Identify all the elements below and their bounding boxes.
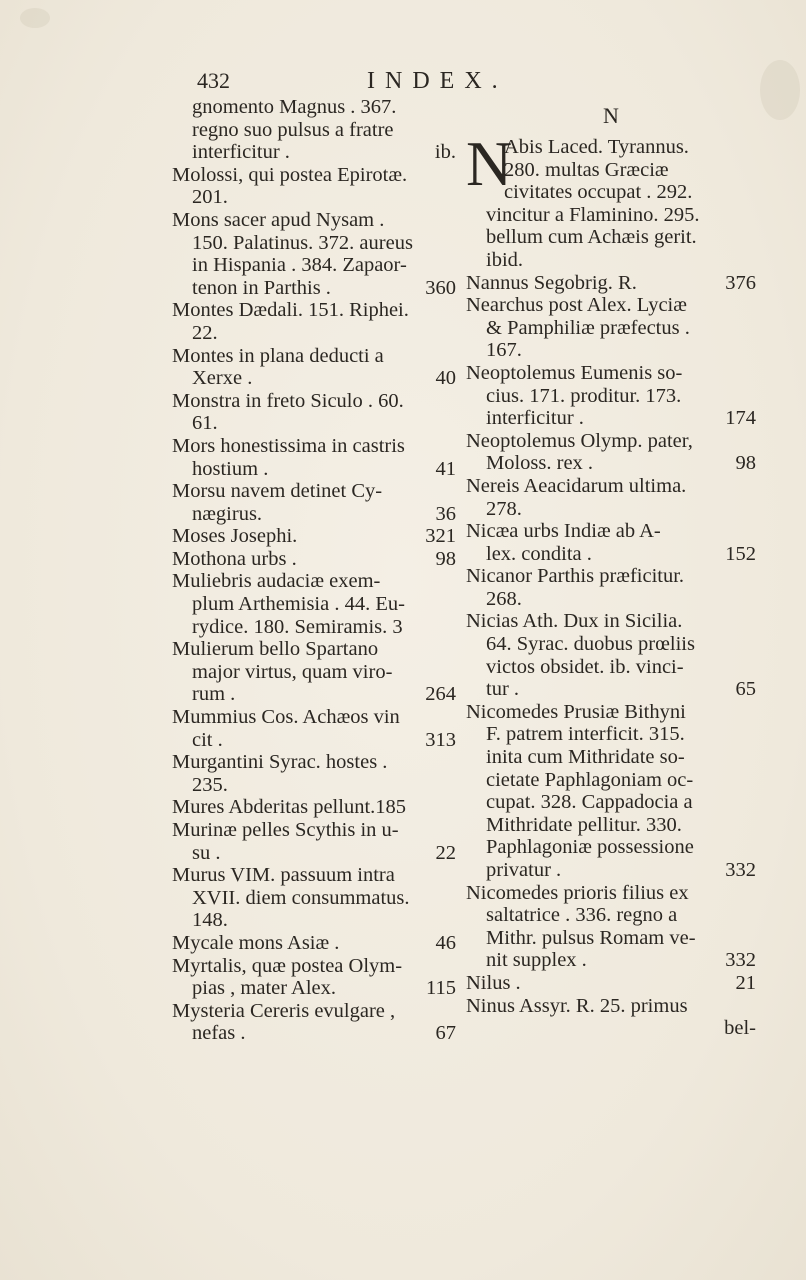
entry-text: Nilus . [466, 971, 521, 994]
index-entry [172, 525, 456, 548]
entry-text: Ninus Assyr. R. 25. primus [466, 994, 688, 1017]
page-reference: 152 [725, 542, 756, 565]
entry-line [172, 119, 456, 142]
entry-text: F. patrem interficit. 315. [486, 723, 685, 746]
index-entry [466, 972, 756, 995]
entry-text: 201. [192, 186, 228, 209]
entry-line [172, 345, 456, 368]
entry-line [466, 995, 756, 1018]
entry-text: cupat. 328. Cappadocia a [486, 791, 693, 814]
entry-text: vincitur a Flaminino. 295. [486, 203, 700, 226]
entry-line [172, 277, 456, 300]
entry-line [466, 791, 756, 814]
index-entry [172, 706, 456, 751]
entry-text: Nicæa urbs Indiæ ab A- [466, 520, 661, 543]
entry-line [172, 661, 456, 684]
page-reference: 174 [725, 407, 756, 430]
entry-line [172, 458, 456, 481]
entry-line [172, 209, 456, 232]
entry-text: Mithr. pulsus Romam ve- [486, 926, 696, 949]
entry-line [172, 480, 456, 503]
entry-text: in Hispania . 384. Zapaor- [192, 254, 407, 277]
entry-text: cit . [192, 728, 223, 751]
page-reference: 65 [735, 678, 756, 701]
entry-line [172, 751, 456, 774]
entry-text: Mulierum bello Spartano [172, 638, 379, 661]
entry-text: Myrtalis, quæ postea Olym- [172, 954, 403, 977]
index-entry [172, 638, 456, 706]
entry-line [466, 452, 756, 475]
entry-text: 61. [192, 412, 218, 435]
entry-text: Nicomedes Prusiæ Bithyni [466, 700, 686, 723]
entry-text: Abis Laced. Tyrannus. [504, 136, 689, 158]
entry-line [172, 796, 456, 819]
entry-text: cietate Paphlagoniam oc- [486, 768, 694, 791]
entry-line [466, 882, 756, 905]
index-entry [172, 209, 456, 299]
entry-line [466, 723, 756, 746]
entry-text: 167. [486, 339, 522, 362]
entry-line [172, 683, 456, 706]
entry-text: Mors honestissima in castris [172, 434, 405, 457]
entry-line [172, 367, 456, 390]
entry-text: Paphlagoniæ possessione [486, 836, 694, 859]
entry-line [466, 498, 756, 521]
entry-line [466, 633, 756, 656]
entry-text: 280. multas Græciæ [504, 158, 669, 181]
entry-line [466, 859, 756, 882]
entry-text: civitates occupat . 292. [504, 181, 693, 204]
entry-line [466, 249, 756, 272]
index-entry [172, 1000, 456, 1045]
index-title: INDEX. [367, 68, 508, 94]
drop-cap: N [466, 128, 513, 199]
entry-text: hostium . [192, 457, 269, 480]
page-reference: 40 [435, 367, 456, 390]
page-reference: 21 [735, 971, 756, 994]
entry-text: rydice. 180. Semiramis. 3 [192, 615, 403, 638]
entry-line [172, 706, 456, 729]
entry-text: Muliebris audaciæ exem- [172, 570, 381, 593]
entry-text: 148. [192, 909, 228, 932]
entry-text: plum Arthemisia . 44. Eu- [192, 593, 405, 616]
page-reference: ib. [434, 141, 456, 164]
index-entry [172, 864, 456, 932]
entry-line [172, 842, 456, 865]
page-reference: 36 [435, 502, 456, 525]
entry-text: Nannus Segobrig. R. [466, 271, 637, 294]
entry-line [172, 322, 456, 345]
entry-line [466, 1017, 756, 1040]
entry-text: rum . [192, 683, 236, 706]
entry-text: interficitur . [486, 407, 584, 430]
page-reference: 41 [435, 457, 456, 480]
entry-line [466, 407, 756, 430]
entry-line [466, 543, 756, 566]
entry-line [466, 385, 756, 408]
entry-line [172, 977, 456, 1000]
entry-text: Neoptolemus Olymp. pater, [466, 429, 693, 452]
entry-line [172, 819, 456, 842]
entry-line [172, 503, 456, 526]
entry-text: nit supplex . [486, 949, 587, 972]
entry-line [504, 136, 756, 159]
entry-text: 235. [192, 773, 228, 796]
page-number: 432 [197, 68, 230, 93]
page-reference: 46 [435, 931, 456, 954]
entry-line [172, 570, 456, 593]
entry-text: su . [192, 841, 221, 864]
entry-line [172, 616, 456, 639]
entry-line [466, 339, 756, 362]
entry-line [504, 159, 756, 182]
entry-text: Mothona urbs . [172, 547, 297, 570]
entry-line [466, 362, 756, 385]
entry-line [466, 678, 756, 701]
entry-line [466, 430, 756, 453]
entry-text: Murinæ pelles Scythis in u- [172, 819, 399, 841]
entry-line [172, 955, 456, 978]
index-entry [466, 430, 756, 475]
entry-line [172, 932, 456, 955]
index-entry [172, 164, 456, 209]
entry-text: Mons sacer apud Nysam . [172, 208, 385, 231]
index-entry [466, 520, 756, 565]
entry-text: inita cum Mithridate so- [486, 746, 685, 769]
entry-line [172, 254, 456, 277]
entry-line [172, 593, 456, 616]
index-entry [172, 570, 456, 638]
entry-text: tenon in Parthis . [192, 276, 331, 299]
entry-line [172, 909, 456, 932]
entry-line [466, 565, 756, 588]
first-entry [466, 128, 756, 272]
entry-line [466, 475, 756, 498]
entry-line [172, 1022, 456, 1045]
index-entry [172, 796, 456, 819]
entry-text: interficitur . [192, 141, 290, 164]
entry-line [172, 96, 456, 119]
entry-text: Molossi, qui postea Epirotæ. [172, 163, 408, 186]
right-column [466, 96, 756, 1040]
entry-line [504, 181, 756, 204]
entry-line [172, 412, 456, 435]
entry-text: tur . [486, 678, 520, 701]
entry-line [466, 588, 756, 611]
paper-stain [760, 60, 800, 120]
entry-text: Nereis Aeacidarum ultima. [466, 474, 687, 497]
entry-text: Nearchus post Alex. Lyciæ [466, 294, 687, 317]
entry-text: 22. [192, 321, 218, 344]
index-entry [466, 475, 756, 520]
entry-line [466, 949, 756, 972]
index-entry [172, 390, 456, 435]
entry-text: Montes in plana deducti a [172, 344, 384, 367]
entry-text: Nicias Ath. Dux in Sicilia. [466, 610, 683, 633]
entry-text: Mysteria Cereris evulgare , [172, 999, 396, 1022]
entry-text: regno suo pulsus a fratre [192, 118, 394, 141]
entry-line [172, 548, 456, 571]
entry-line [172, 864, 456, 887]
index-entry [466, 362, 756, 430]
entry-line [466, 317, 756, 340]
entry-text: Murgantini Syrac. hostes . [172, 751, 388, 774]
entry-line [466, 294, 756, 317]
entry-text: Mummius Cos. Achæos vin [172, 706, 400, 729]
index-entry [172, 751, 456, 796]
left-column [172, 96, 456, 1045]
index-entry [172, 345, 456, 390]
paper-stain [20, 8, 50, 28]
index-entry [466, 565, 756, 610]
entry-line [466, 927, 756, 950]
entry-line [172, 164, 456, 187]
entry-text: nægirus. [192, 502, 263, 525]
page-reference: 22 [435, 841, 456, 864]
entry-text: Nicomedes prioris filius ex [466, 881, 689, 904]
index-entry [172, 955, 456, 1000]
index-entry [172, 96, 456, 164]
entry-text: Nicanor Parthis præficitur. [466, 565, 685, 588]
index-entry [466, 882, 756, 972]
entry-line [466, 701, 756, 724]
page-reference: 332 [725, 949, 756, 972]
entry-line [466, 226, 756, 249]
entry-text: Montes Dædali. 151. Riphei. [172, 299, 409, 322]
entry-text: ibid. [486, 248, 524, 271]
entry-line [466, 769, 756, 792]
entry-line [466, 610, 756, 633]
entry-line [172, 435, 456, 458]
entry-line [172, 887, 456, 910]
entry-text: nefas . [192, 1022, 246, 1045]
entry-text: Mures Abderitas pellunt.185 [172, 796, 407, 819]
entry-line [172, 638, 456, 661]
index-entry [466, 995, 756, 1040]
entry-line [466, 904, 756, 927]
entry-line [172, 232, 456, 255]
entry-line [172, 186, 456, 209]
entry-line [172, 525, 456, 548]
index-entry [172, 435, 456, 480]
entry-text: bellum cum Achæis gerit. [486, 226, 697, 249]
page-reference: 313 [425, 728, 456, 751]
index-entry [172, 480, 456, 525]
entry-text: Moloss. rex . [486, 452, 594, 475]
entry-text: lex. condita . [486, 542, 592, 565]
section-letter: N [603, 103, 619, 128]
entry-text: victos obsidet. ib. vinci- [486, 655, 684, 678]
entry-text: Murus VIM. passuum intra [172, 864, 395, 887]
page-reference: 98 [435, 547, 456, 570]
entry-line [172, 774, 456, 797]
entry-text: 64. Syrac. duobus prœliis [486, 633, 695, 656]
index-entry [466, 701, 756, 882]
page-reference: 115 [426, 977, 456, 1000]
entry-text: pias , mater Alex. [192, 977, 337, 1000]
entry-text: cius. 171. proditur. 173. [486, 384, 682, 407]
entry-text: 278. [486, 497, 522, 520]
entry-text: gnomento Magnus . 367. [192, 96, 397, 118]
page-reference: 321 [425, 525, 456, 548]
entry-line [466, 746, 756, 769]
entry-line [172, 141, 456, 164]
entry-line [466, 656, 756, 679]
entry-text: Moses Josephi. [172, 525, 298, 548]
entry-line [466, 836, 756, 859]
entry-line [466, 272, 756, 295]
index-entry [172, 819, 456, 864]
index-entry [466, 610, 756, 700]
entry-line [466, 204, 756, 227]
page-reference: 98 [735, 452, 756, 475]
index-entry [172, 299, 456, 344]
entry-text: 268. [486, 587, 522, 610]
entry-line [172, 390, 456, 413]
entry-line [172, 1000, 456, 1023]
entry-text: Neoptolemus Eumenis so- [466, 361, 683, 384]
entry-text: Xerxe . [192, 367, 253, 390]
entry-text: bel- [724, 1017, 756, 1040]
entry-line [466, 814, 756, 837]
index-entry [466, 294, 756, 362]
entry-text: privatur . [486, 859, 562, 881]
page-reference: 264 [425, 683, 456, 706]
entry-line [172, 299, 456, 322]
entry-text: saltatrice . 336. regno a [486, 904, 678, 927]
index-entry [172, 548, 456, 571]
entry-text: Monstra in freto Siculo . 60. [172, 389, 404, 412]
page-reference: 376 [725, 271, 756, 294]
entry-text: Morsu navem detinet Cy- [172, 480, 383, 503]
entry-text: Mycale mons Asiæ . [172, 931, 340, 954]
page-header [197, 68, 577, 98]
entry-text: 150. Palatinus. 372. aureus [192, 231, 413, 254]
entry-line [466, 520, 756, 543]
entry-text: major virtus, quam viro- [192, 660, 393, 683]
entry-text: & Pamphiliæ præfectus . [486, 316, 690, 339]
entry-text: XVII. diem consummatus. [192, 886, 410, 909]
page-reference: 332 [725, 859, 756, 881]
entry-text: Mithridate pellitur. 330. [486, 813, 682, 836]
page-reference: 360 [425, 276, 456, 299]
index-entry [172, 932, 456, 955]
index-entry [466, 272, 756, 295]
entry-line [466, 972, 756, 995]
entry-line [172, 729, 456, 752]
page-reference: 67 [435, 1022, 456, 1045]
